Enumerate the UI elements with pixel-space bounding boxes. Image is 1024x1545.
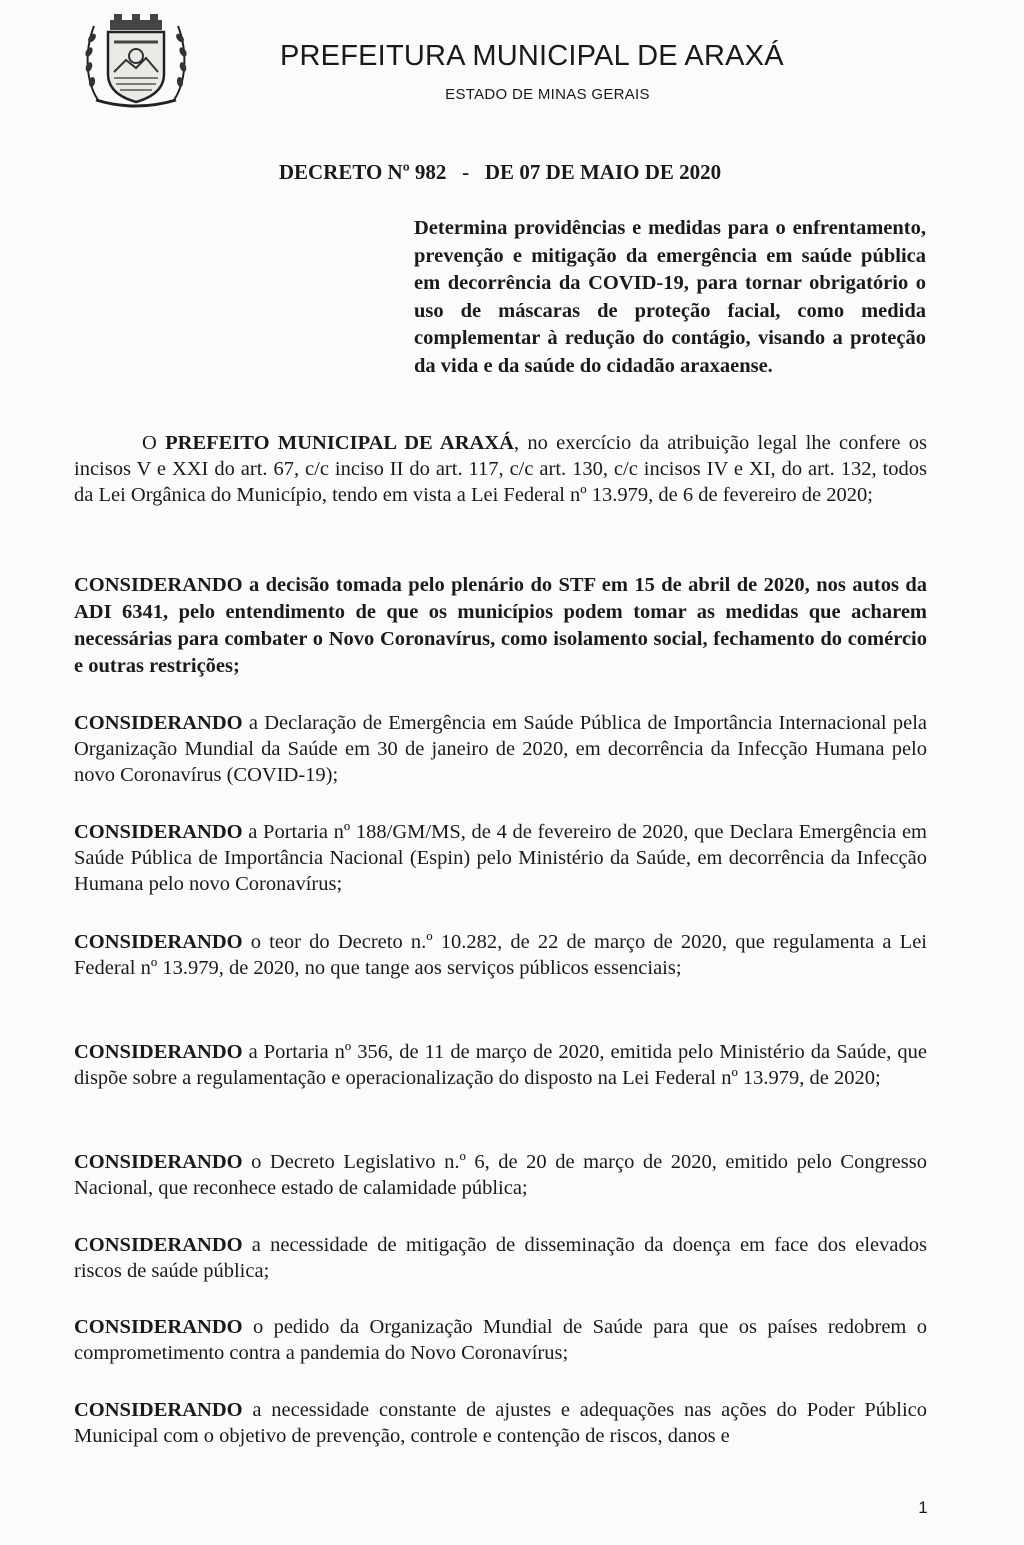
considerando-paragraph xyxy=(74,1314,927,1366)
considerando-paragraph xyxy=(74,819,927,897)
institution-name: PREFEITURA MUNICIPAL DE ARAXÁ xyxy=(280,40,784,72)
considerando-text: o pedido da Organização Mundial de Saúde para que os países redobrem o comprometimento contra a pandemia do Novo Coronavírus; xyxy=(74,1316,927,1364)
considerando-lead: CONSIDERANDO xyxy=(74,821,243,843)
considerando-paragraph xyxy=(74,1397,927,1449)
municipal-coat-of-arms-icon xyxy=(80,12,192,112)
considerando-text: a Portaria nº 356, de 11 de março de 2020, emitida pelo Ministério da Saúde, que dispõe sobre a regulamentação e operacionalização do disposto na Lei Federal nº 13.979, de 2020; xyxy=(74,1041,927,1089)
considerando-lead: CONSIDERANDO xyxy=(74,931,243,953)
decree-summary: Determina providências e medidas para o enfrentamento, prevenção e mitigação da emergência em saúde pública em decorrência da COVID-19, para tornar obrigatório o uso de máscaras de proteção facial, como medida complementar à redução do contágio, visando a proteção da vida e da saúde do cidadão araxaense. xyxy=(414,217,926,377)
preamble-prefix: O xyxy=(142,432,166,454)
considerando-paragraph xyxy=(74,1039,927,1091)
considerando-text: a Portaria nº 188/GM/MS, de 4 de fevereiro de 2020, que Declara Emergência em Saúde Pública de Importância Nacional (Espin) pelo Ministério da Saúde, em decorrência da Infecção Humana pelo novo Coronavírus; xyxy=(74,821,927,895)
state-name: ESTADO DE MINAS GERAIS xyxy=(445,86,650,103)
considerando-lead: CONSIDERANDO xyxy=(74,1151,243,1173)
page-number: 1 xyxy=(918,1498,928,1517)
considerando-lead: CONSIDERANDO xyxy=(74,1234,243,1256)
considerando-paragraph xyxy=(74,929,927,981)
considerando-text: o Decreto Legislativo n.º 6, de 20 de março de 2020, emitido pelo Congresso Nacional, que reconhece estado de calamidade pública; xyxy=(74,1151,927,1199)
considerando-lead: CONSIDERANDO xyxy=(74,1399,243,1421)
preamble-paragraph xyxy=(74,430,927,508)
considerando-text: a necessidade constante de ajustes e adequações nas ações do Poder Público Municipal com o objetivo de prevenção, controle e contenção de riscos, danos e xyxy=(74,1399,927,1447)
considerando-lead: CONSIDERANDO xyxy=(74,574,243,596)
considerando-lead: CONSIDERANDO xyxy=(74,1041,243,1063)
considerando-text: a decisão tomada pelo plenário do STF em 15 de abril de 2020, nos autos da ADI 6341, pelo entendimento de que os municípios podem tomar as medidas que acharem necessárias para combater o Novo Coronavírus, como isolamento social, fechamento do comércio e outras restrições; xyxy=(74,574,927,677)
considerando-lead: CONSIDERANDO xyxy=(74,1316,243,1338)
considerando-paragraph xyxy=(74,1149,927,1201)
preamble-text: , no exercício da atribuição legal lhe confere os incisos V e XXI do art. 67, c/c inciso II do art. 117, c/c art. 130, c/c incisos IV e XI, do art. 132, todos da Lei Orgânica do Município, tendo em vista a Lei Federal nº 13.979, de 6 de fevereiro de 2020; xyxy=(74,432,928,506)
considerando-text: o teor do Decreto n.º 10.282, de 22 de março de 2020, que regulamenta a Lei Federal nº 13.979, de 2020, no que tange aos serviços públicos essenciais; xyxy=(74,931,927,979)
decree-title: DECRETO Nº 982 - DE 07 DE MAIO DE 2020 xyxy=(278,160,722,184)
considerando-paragraph xyxy=(74,710,927,788)
considerando-paragraph xyxy=(74,572,927,680)
considerando-lead: CONSIDERANDO xyxy=(74,712,243,734)
considerando-paragraph xyxy=(74,1232,927,1284)
preamble-authority: PREFEITO MUNICIPAL DE ARAXÁ xyxy=(165,432,514,454)
considerando-text: a necessidade de mitigação de disseminação da doença em face dos elevados riscos de saúde pública; xyxy=(74,1234,927,1282)
considerando-text: a Declaração de Emergência em Saúde Pública de Importância Internacional pela Organização Mundial da Saúde em 30 de janeiro de 2020, em decorrência da Infecção Humana pelo novo Coronavírus (COVID-19); xyxy=(74,712,927,786)
